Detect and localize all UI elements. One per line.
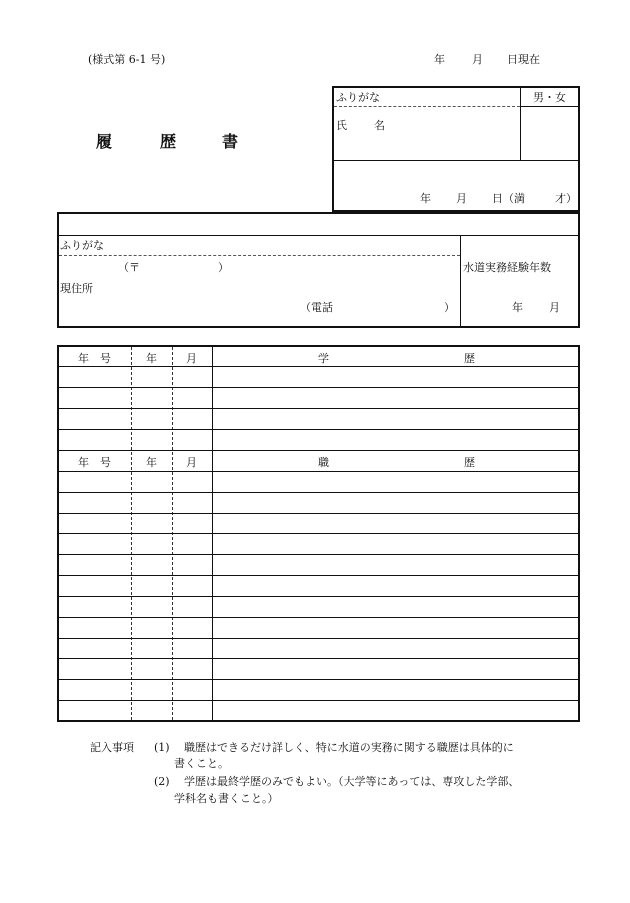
note-1-line-2: 書くこと。 xyxy=(174,757,229,770)
education-era-header: 年 号 xyxy=(78,352,111,365)
education-content-header-1: 学 xyxy=(318,352,329,365)
experience-column-divider xyxy=(460,235,461,326)
history-row-line xyxy=(59,638,578,639)
note-2-line-1: 学歴は最終学歴のみでもよい。（大学等にあっては、専攻した学部、 xyxy=(184,775,520,788)
phone-close: ） xyxy=(444,301,455,314)
title-char-2: 歴 xyxy=(160,132,177,151)
history-row-line xyxy=(59,554,578,555)
sex-column-divider xyxy=(520,88,521,160)
birth-month-label: 月 xyxy=(456,192,467,205)
experience-label: 水道実務経験年数 xyxy=(463,261,551,274)
history-table xyxy=(57,345,580,722)
notes-heading: 記入事項 xyxy=(90,741,134,754)
date-month-label: 月 xyxy=(472,53,483,66)
history-row-line xyxy=(59,617,578,618)
history-row-line xyxy=(59,596,578,597)
experience-year-label: 年 xyxy=(512,301,523,314)
history-row-line xyxy=(59,366,578,367)
postal-close: ） xyxy=(218,261,229,274)
sex-separator xyxy=(520,106,578,107)
history-row-line xyxy=(59,658,578,659)
title-char-1: 履 xyxy=(96,132,113,151)
career-era-header: 年 号 xyxy=(78,456,111,469)
birth-day-age-label: 日（満 xyxy=(492,192,525,205)
birth-separator xyxy=(334,160,578,161)
career-content-header-2: 歴 xyxy=(464,456,475,469)
note-2-number: (2) xyxy=(154,775,170,788)
name-label-1: 氏 xyxy=(336,119,347,132)
postal-open: （〒 xyxy=(118,261,140,274)
sex-field[interactable]: 男・女 xyxy=(533,91,566,104)
history-row-line xyxy=(59,450,578,451)
current-address-label: 現住所 xyxy=(60,282,93,295)
note-1-number: (1) xyxy=(154,741,170,754)
career-month-header: 月 xyxy=(186,456,197,469)
experience-month-label: 月 xyxy=(549,301,560,314)
career-content-header-1: 職 xyxy=(318,456,329,469)
history-row-line xyxy=(59,492,578,493)
history-row-line xyxy=(59,700,578,701)
career-year-header: 年 xyxy=(146,456,157,469)
phone-open: （電話 xyxy=(300,301,333,314)
note-1-line-1: 職歴はできるだけ詳しく、特に水道の実務に関する職歴は具体的に xyxy=(184,741,514,754)
birth-year-label: 年 xyxy=(420,192,431,205)
name-label-2: 名 xyxy=(374,119,385,132)
name-furigana-label: ふりがな xyxy=(336,91,380,104)
title-char-3: 書 xyxy=(222,132,239,151)
history-row-line xyxy=(59,387,578,388)
furigana-separator xyxy=(334,106,520,107)
address-top-band xyxy=(59,235,578,236)
note-2-line-2: 学科名も書くこと。） xyxy=(174,792,279,805)
history-row-line xyxy=(59,408,578,409)
education-year-header: 年 xyxy=(146,352,157,365)
history-row-line xyxy=(59,575,578,576)
address-furigana-separator xyxy=(59,255,460,256)
date-day-label: 日現在 xyxy=(507,53,540,66)
education-month-header: 月 xyxy=(186,352,197,365)
history-row-line xyxy=(59,513,578,514)
age-suffix-label: 才） xyxy=(555,192,577,205)
history-row-line xyxy=(59,533,578,534)
history-row-line xyxy=(59,429,578,430)
form-number: (様式第 6-1 号) xyxy=(88,53,166,66)
history-row-line xyxy=(59,471,578,472)
address-furigana-label: ふりがな xyxy=(60,239,104,252)
history-row-line xyxy=(59,679,578,680)
education-content-header-2: 歴 xyxy=(464,352,475,365)
date-year-label: 年 xyxy=(434,53,445,66)
